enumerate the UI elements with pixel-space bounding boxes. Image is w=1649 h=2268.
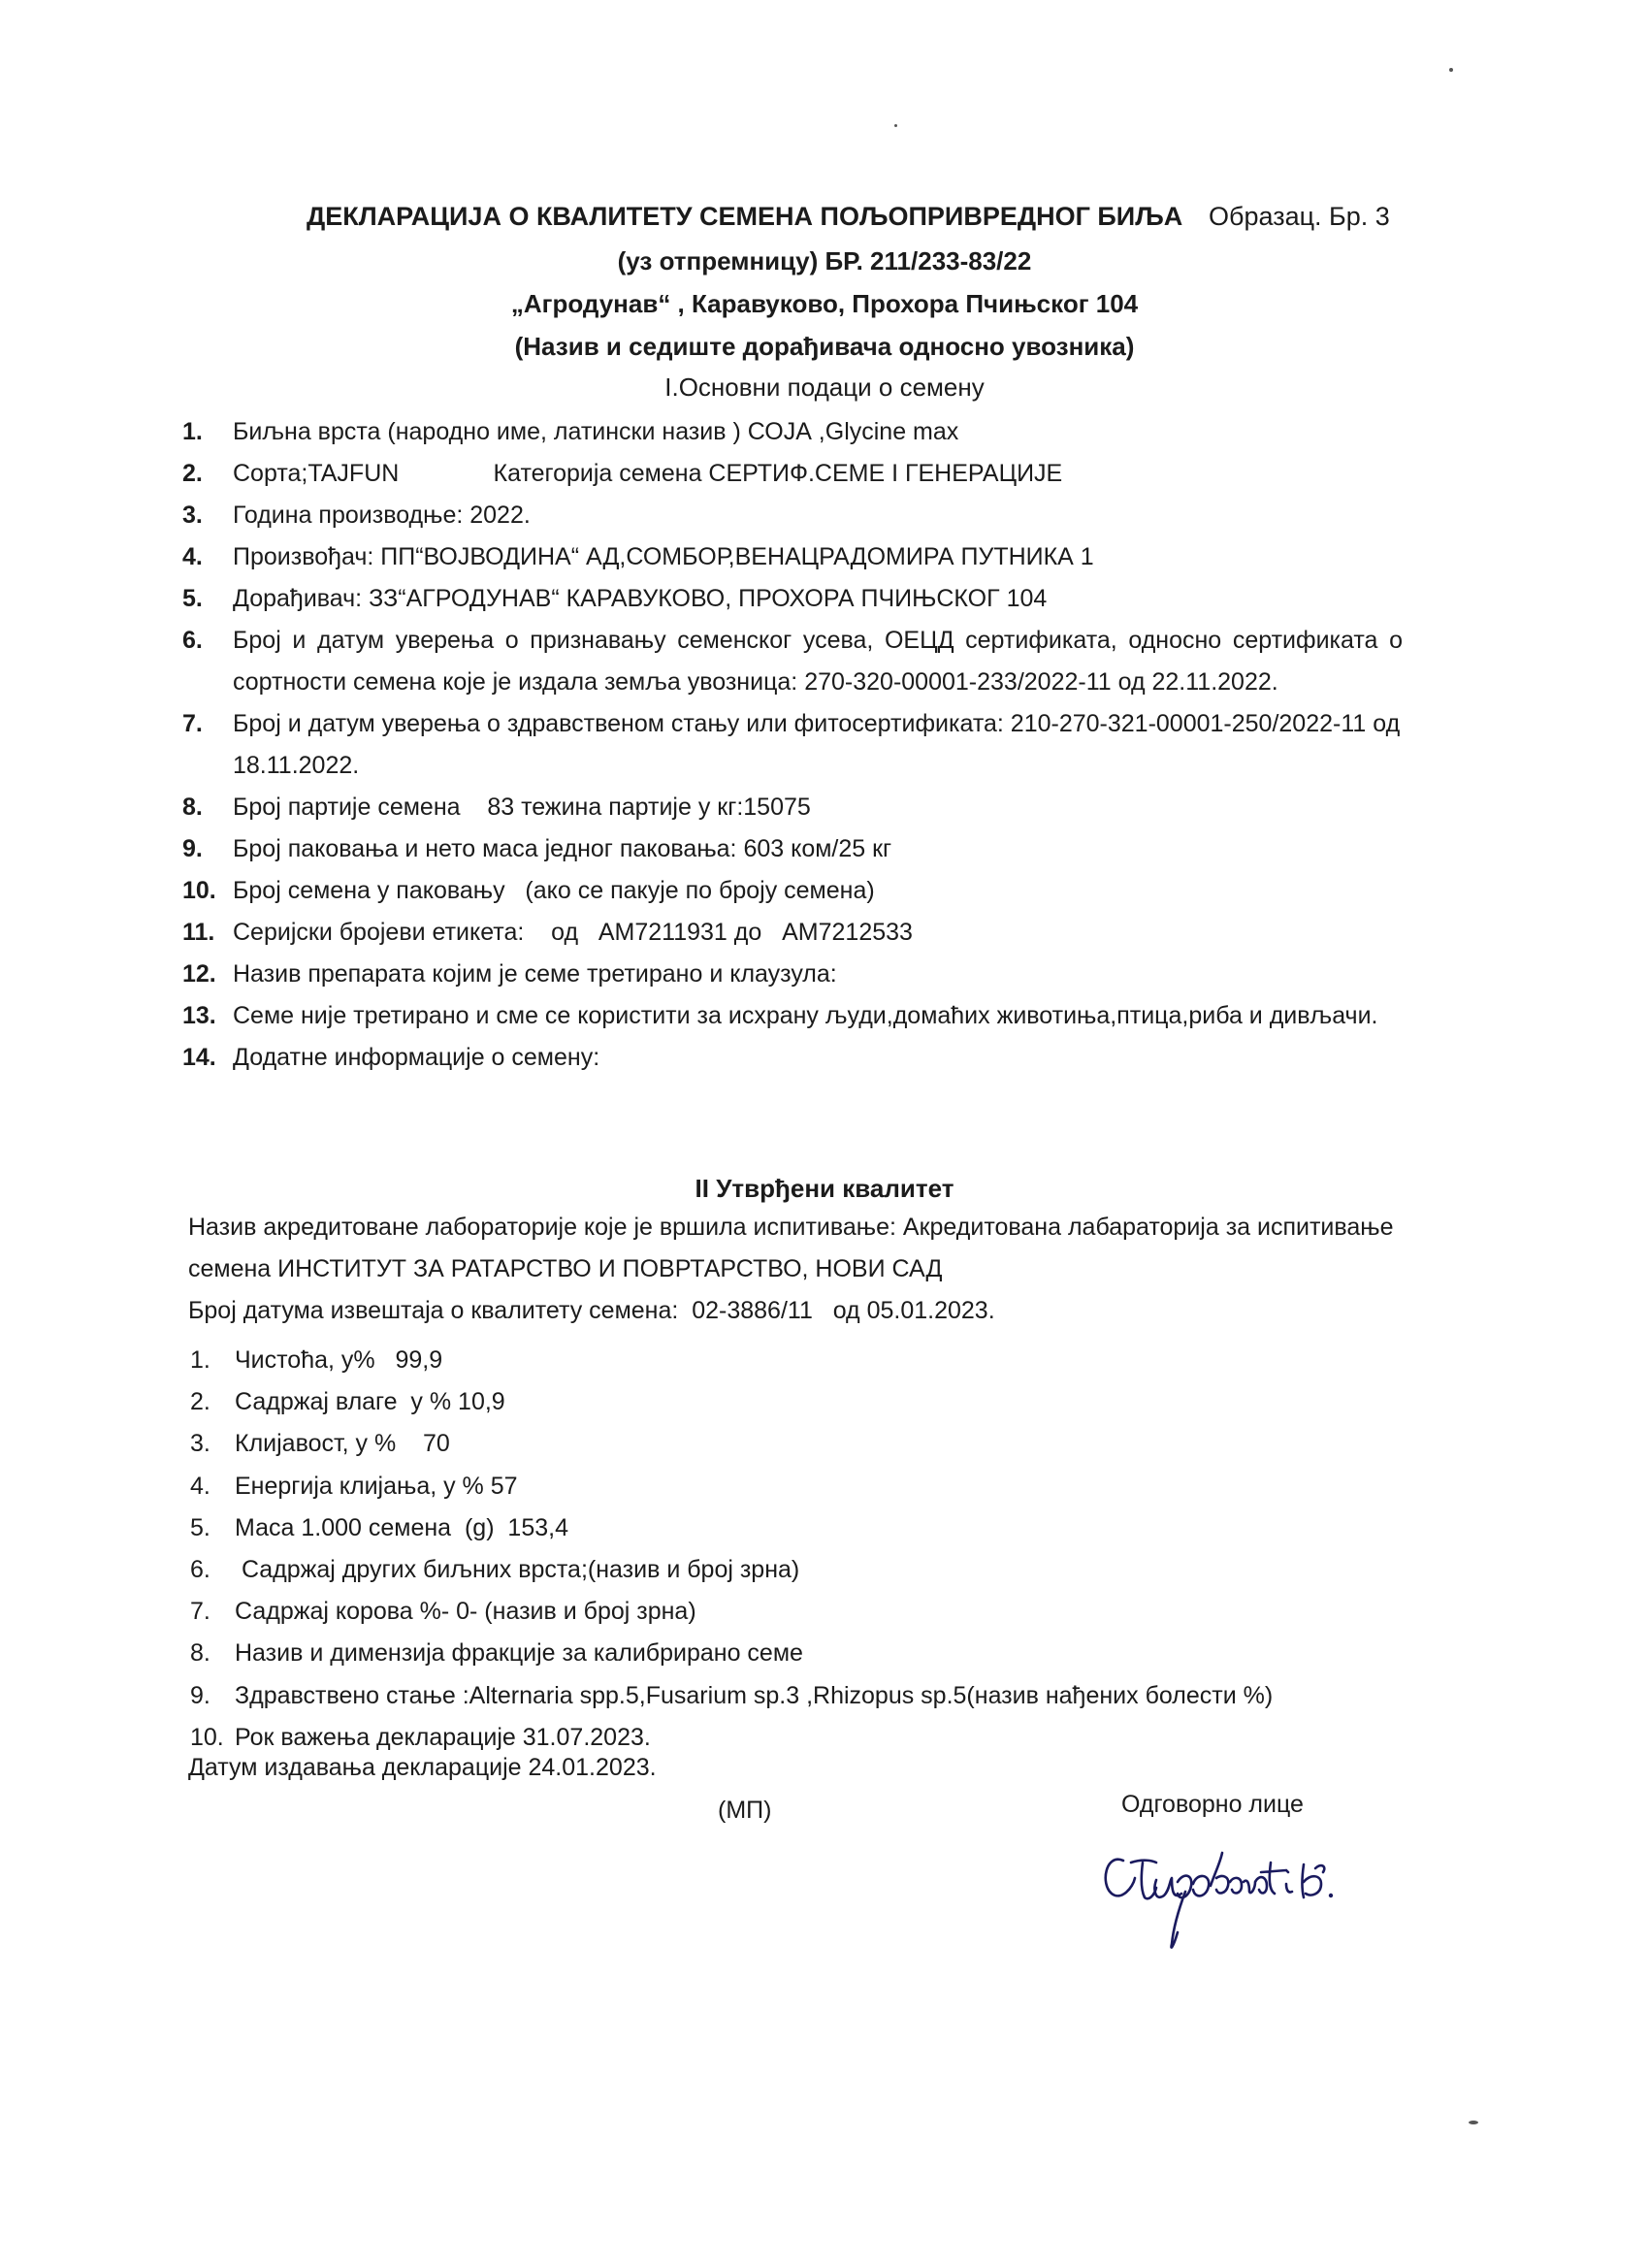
list-item: [182, 828, 1403, 870]
company-caption: (Назив и седиште дорађивача односно увозника): [514, 332, 1135, 361]
item-number: 10.: [182, 877, 216, 904]
item-text: Садржај корова %- 0- (назив и број зрна): [235, 1598, 696, 1626]
item-number: 4.: [182, 543, 203, 570]
list-item: [182, 787, 1403, 828]
item-number: 9.: [182, 835, 203, 862]
list-item: [182, 453, 1403, 495]
item-number: 13.: [182, 1002, 216, 1029]
basic-data-list: [182, 411, 1403, 1079]
title-row: [0, 202, 1649, 241]
list-item: [190, 1633, 1412, 1674]
list-item: [182, 495, 1403, 536]
list-item: [182, 912, 1403, 954]
item-text: Назив и димензија фракције за калибрирано семе: [235, 1639, 803, 1668]
issue-date: Датум издавања декларације 24.01.2023.: [188, 1754, 657, 1781]
laboratory-name: Назив акредитоване лабораторије које је вршила испитивање: Акредитована лабараторија за испитивање семена ИНСТИТУТ ЗА РАТАРСТВО И ПОВРТАРСТВО, НОВИ САД: [188, 1214, 1394, 1282]
item-text: Број партије семена 83 тежина партије у кг:15075: [233, 794, 811, 821]
item-number: 8.: [190, 1639, 210, 1668]
list-item: [190, 1466, 1412, 1507]
responsible-person-label: Одговорно лице: [1121, 1791, 1304, 1818]
item-text: Клијавост, у % 70: [235, 1430, 450, 1458]
company-name: „Агродунав“ , Каравуково, Прохора Пчињског 104: [510, 289, 1139, 318]
list-item: [190, 1340, 1412, 1381]
item-number: 2.: [182, 460, 203, 487]
item-number: 10.: [190, 1723, 224, 1751]
stamp-placeholder: (МП): [718, 1797, 772, 1824]
item-text: Рок важења декларације 31.07.2023.: [235, 1723, 651, 1751]
item-number: 2.: [190, 1388, 210, 1416]
scan-speck: [1469, 2121, 1478, 2124]
item-text: Садржај других биљних врста;(назив и број зрна): [235, 1556, 800, 1584]
quality-list: [190, 1340, 1412, 1759]
item-number: 7.: [182, 710, 203, 737]
list-item: [190, 1423, 1412, 1465]
scan-speck: [894, 124, 897, 127]
delivery-note-number: (уз отпремницу) БР. 211/233-83/22: [617, 246, 1032, 275]
list-item: [182, 578, 1403, 620]
item-text: Здравствено стање :Alternaria spp.5,Fusarium sp.3 ,Rhizopus sp.5(назив нађених болести %): [235, 1681, 1274, 1709]
item-text: Додатне информације о семену:: [233, 1044, 600, 1071]
scan-speck: [1449, 68, 1453, 72]
item-number: 1.: [182, 418, 203, 445]
handwritten-signature: [1096, 1824, 1406, 1960]
list-item: [182, 995, 1403, 1037]
signature-initial: [1303, 1864, 1325, 1897]
list-item: [182, 411, 1403, 453]
item-text: Дорађивач: ЗЗ“АГРОДУНАВ“ КАРАВУКОВО, ПРОХОРА ПЧИЊСКОГ 104: [233, 585, 1048, 612]
item-text: Биљна врста (народно име, латински назив ) СОЈА ,Glycine max: [233, 418, 959, 445]
list-item: [190, 1549, 1412, 1591]
item-text: Чистоћа, у% 99,9: [235, 1346, 443, 1374]
list-item: [182, 870, 1403, 912]
item-number: 4.: [190, 1472, 210, 1500]
list-item: [182, 620, 1403, 703]
list-item: [182, 1037, 1403, 1079]
item-number: 6.: [182, 627, 203, 654]
item-number: 3.: [182, 502, 203, 529]
item-text: Година производње: 2022.: [233, 502, 531, 529]
item-text: Маса 1.000 семена (g) 153,4: [235, 1513, 568, 1541]
list-item: [190, 1381, 1412, 1423]
list-item: [190, 1591, 1412, 1633]
item-text: Семе није третирано и сме се користити за исхрану људи,домаћих животиња,птица,риба и дивљачи.: [233, 1002, 1378, 1029]
list-item: [190, 1717, 1412, 1759]
item-number: 5.: [182, 585, 203, 612]
item-text: Енергија клијања, у % 57: [235, 1472, 518, 1500]
item-number: 1.: [190, 1346, 210, 1374]
form-number: Образац. Бр. 3: [1209, 202, 1390, 231]
item-text: Серијски бројеви етикета: од AM7211931 до AM7212533: [233, 919, 913, 946]
signature-stroke: [1106, 1853, 1292, 1948]
item-number: 6.: [190, 1556, 210, 1584]
item-text: Број и датум уверења о здравственом стању или фитосертификата: 210-270-321-00001-250/2022-11 од 18.11.2022.: [233, 710, 1401, 779]
item-text: Назив препарата којим је семе третирано и клаузула:: [233, 960, 837, 988]
item-number: 12.: [182, 960, 216, 988]
item-number: 9.: [190, 1681, 210, 1709]
item-text: Број паковања и нето маса једног паковања: 603 ком/25 кг: [233, 835, 892, 862]
item-number: 11.: [182, 919, 215, 946]
item-number: 8.: [182, 794, 203, 821]
report-number: Број датума извештаја о квалитету семена: 02-3886/11 од 05.01.2023.: [188, 1297, 995, 1324]
item-number: 3.: [190, 1430, 210, 1458]
list-item: [182, 954, 1403, 995]
list-item: [190, 1675, 1412, 1717]
item-text: Број и датум уверења о признавању семенског усева, ОЕЦД сертификата, односно сертификата о сортности семена које је издала земља увозница: 270-320-00001-233/2022-11 од 22.11.2022.: [233, 627, 1403, 696]
item-text: Садржај влаге у % 10,9: [235, 1388, 505, 1416]
list-item: [190, 1507, 1412, 1549]
section2-heading: II Утврђени квалитет: [695, 1174, 954, 1203]
list-item: [182, 703, 1403, 787]
signature-dot: [1329, 1894, 1333, 1897]
item-text: Произвођач: ПП“ВОЈВОДИНА“ АД,СОМБОР,ВЕНАЦРАДОМИРА ПУТНИКА 1: [233, 543, 1094, 570]
item-number: 7.: [190, 1598, 210, 1626]
list-item: [182, 536, 1403, 578]
document-title: ДЕКЛАРАЦИЈА О КВАЛИТЕТУ СЕМЕНА ПОЉОПРИВРЕДНОГ БИЉА: [307, 202, 1183, 231]
section1-heading: I.Основни подаци о семену: [664, 373, 985, 402]
item-text: Сорта;TAJFUN Категорија семена СЕРТИФ.СЕМЕ I ГЕНЕРАЦИЈЕ: [233, 460, 1063, 487]
item-text: Број семена у паковању (ако се пакује по броју семена): [233, 877, 875, 904]
item-number: 5.: [190, 1513, 210, 1541]
item-number: 14.: [182, 1044, 216, 1071]
